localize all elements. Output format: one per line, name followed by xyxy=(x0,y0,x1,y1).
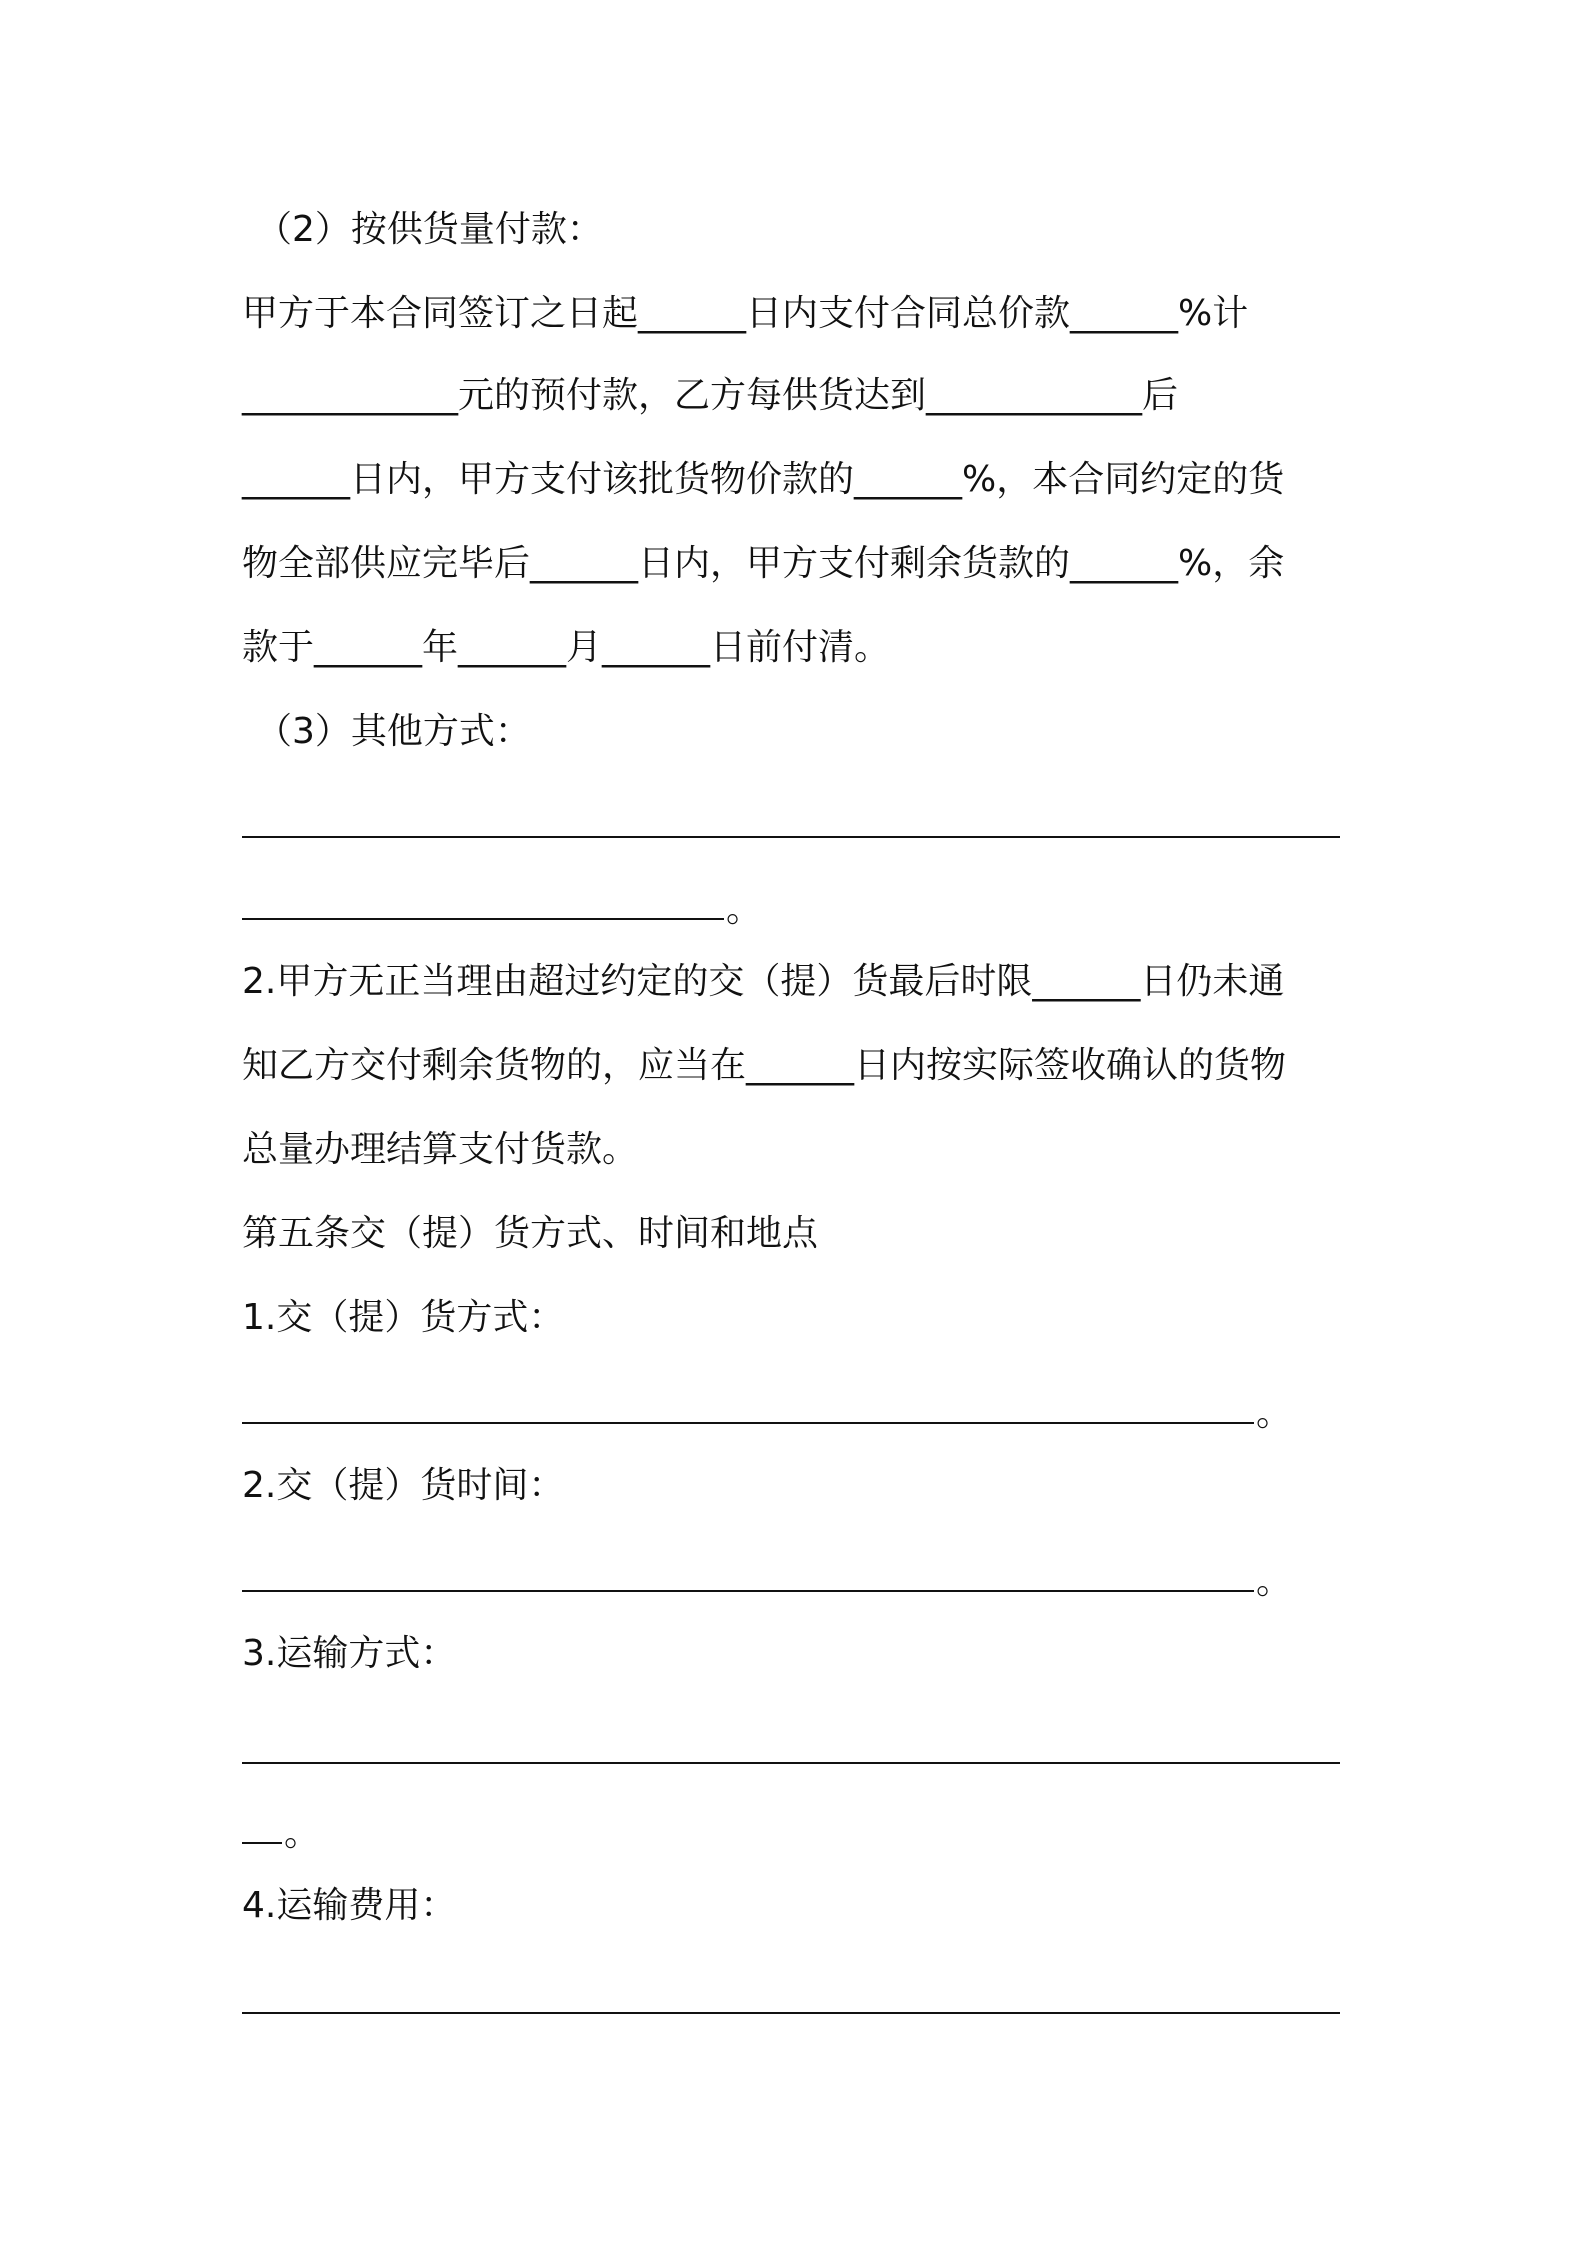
period-mark: 。 xyxy=(284,1813,321,1854)
delivery-method-label: 1.交（提）货方式： xyxy=(242,1297,565,1338)
clause-2-text-line-2: ____________元的预付款，乙方每供货达到____________后 xyxy=(242,375,1179,416)
blank-rule xyxy=(242,1590,1254,1592)
item-2-line-3: 总量办理结算支付货款。 xyxy=(242,1129,639,1170)
clause-2-text-line-5: 款于______年______月______日前付清。 xyxy=(242,627,891,668)
item-2-line-1: 2.甲方无正当理由超过约定的交（提）货最后时限______日仍未通 xyxy=(242,961,1285,1002)
blank-rule xyxy=(242,1422,1254,1424)
item-2-line-2: 知乙方交付剩余货物的，应当在______日内按实际签收确认的货物 xyxy=(242,1045,1287,1086)
blank-rule xyxy=(242,918,724,920)
period-mark: 。 xyxy=(1256,1393,1293,1434)
period-mark: 。 xyxy=(1256,1561,1293,1602)
transport-cost-label: 4.运输费用： xyxy=(242,1885,457,1926)
transport-cost-blank-line xyxy=(242,2012,1340,2014)
fill-in-blank-line xyxy=(242,836,1340,838)
transport-method-blank-line xyxy=(242,1762,1340,1764)
clause-3-other-methods: （3）其他方式： xyxy=(256,711,531,752)
clause-2-text-line-1: 甲方于本合同签订之日起______日内支付合同总价款______%计 xyxy=(242,293,1249,334)
period-mark: 。 xyxy=(726,889,763,930)
article-5-heading: 第五条交（提）货方式、时间和地点 xyxy=(242,1213,819,1254)
transport-method-label: 3.运输方式： xyxy=(242,1633,457,1674)
clause-2-text-line-4: 物全部供应完毕后______日内，甲方支付剩余货款的______%，余 xyxy=(242,543,1285,584)
clause-2-text-line-3: ______日内，甲方支付该批货物价款的______%，本合同约定的货 xyxy=(242,459,1285,500)
delivery-time-label: 2.交（提）货时间： xyxy=(242,1465,565,1506)
clause-2-payment-by-supply: （2）按供货量付款： xyxy=(256,209,603,250)
blank-rule xyxy=(242,1842,282,1844)
